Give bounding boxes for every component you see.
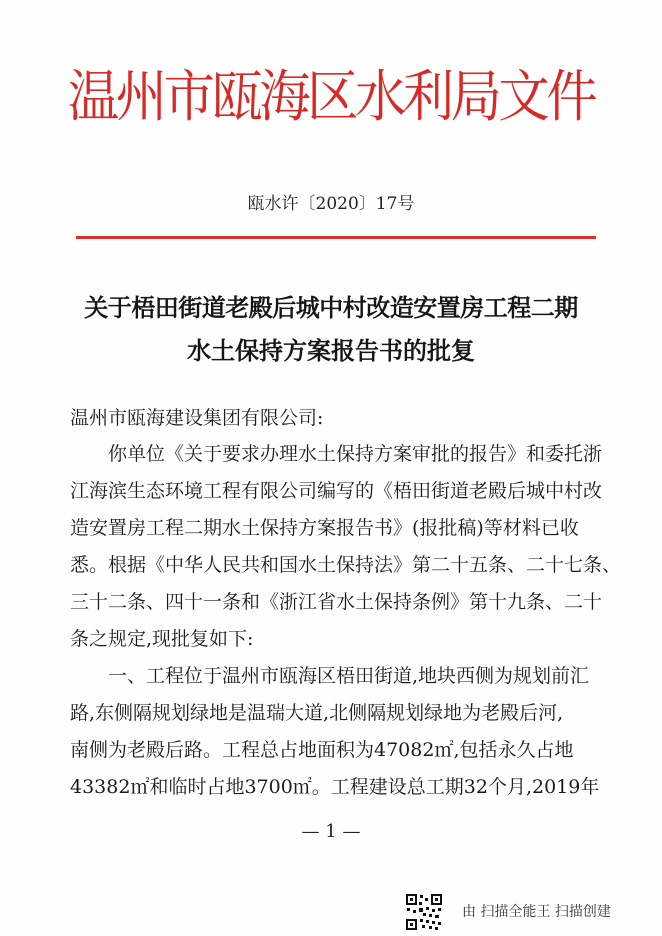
red-divider-rule	[76, 236, 596, 239]
document-title-line-2: 水土保持方案报告书的批复	[187, 337, 475, 365]
body-line: 你单位《关于要求办理水土保持方案审批的报告》和委托浙	[108, 443, 603, 465]
body-line: 江海滨生态环境工程有限公司编写的《梧田街道老殿后城中村改	[70, 480, 603, 502]
qr-code-icon	[405, 893, 443, 931]
document-number: 瓯水许〔2020〕17号	[247, 194, 415, 214]
document-title-line-1: 关于梧田街道老殿后城中村改造安置房工程二期	[84, 294, 578, 322]
body-line: 条之规定,现批复如下:	[70, 628, 254, 650]
body-line: 南侧为老殿后路。工程总占地面积为47082㎡,包括永久占地	[70, 739, 574, 761]
page-number: — 1 —	[301, 821, 361, 842]
body-line: 造安置房工程二期水土保持方案报告书》(报批稿)等材料已收	[70, 517, 579, 539]
scanner-watermark-text: 由 扫描全能王 扫描创建	[462, 904, 611, 920]
body-line: 一、工程位于温州市瓯海区梧田街道,地块西侧为规划前汇	[108, 665, 590, 687]
letterhead-title: 温州市瓯海区水利局文件	[67, 65, 595, 130]
body-line: 路,东侧隔规划绿地是温瑞大道,北侧隔规划绿地为老殿后河,	[70, 702, 564, 724]
body-line: 43382㎡和临时占地3700㎡。工程建设总工期32个月,2019年	[70, 776, 600, 798]
body-line: 悉。根据《中华人民共和国水土保持法》第二十五条、二十七条、	[70, 554, 622, 576]
addressee: 温州市瓯海建设集团有限公司:	[70, 407, 324, 429]
body-line: 三十二条、四十一条和《浙江省水土保持条例》第十九条、二十	[70, 591, 603, 613]
